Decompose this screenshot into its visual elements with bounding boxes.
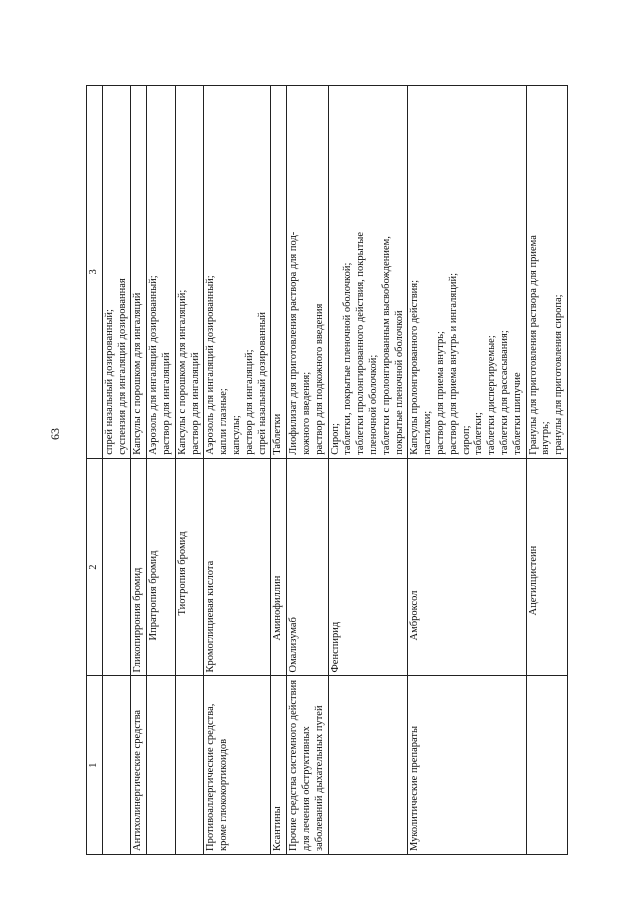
page-number: 63 <box>48 428 62 440</box>
dosage-form-line: Капсулы с порошком для ингаляций <box>132 292 144 455</box>
table-row <box>204 86 271 855</box>
dosage-form-line: раствор для приема внутрь; <box>434 331 446 455</box>
cell-drug-name: Ипратропия бромид <box>147 458 176 676</box>
dosage-form-line: таблетки, покрытые пленочной оболочкой; <box>342 262 354 455</box>
cell-dosage-forms <box>102 86 131 459</box>
cell-group <box>102 676 131 855</box>
cell-group: Ксантины <box>271 676 287 855</box>
dosage-form-line: Сироп; <box>329 423 341 455</box>
cell-group: Противоаллергические средства, кроме глюкокортикоидов <box>204 676 271 855</box>
cell-drug-name: Омализумаб <box>287 458 328 676</box>
dosage-form-line: гранулы для приготовления сиропа; <box>553 294 565 455</box>
dosage-form-line: таблетки для рассасывания; <box>498 330 510 455</box>
table-row <box>287 86 328 855</box>
header-col-1: 1 <box>87 676 103 855</box>
dosage-form-line: раствор для ингаляций <box>189 352 201 455</box>
dosage-form-line: таблетки пролонгированного действия, покрытые <box>355 231 367 455</box>
header-col-3: 3 <box>87 86 103 459</box>
cell-dosage-forms <box>287 86 328 459</box>
dosage-form-line: пастилки; <box>422 410 434 455</box>
table-row <box>147 86 176 855</box>
cell-drug-name: Амброксол <box>408 458 526 676</box>
dosage-form-line: Аэрозоль для ингаляций дозированный; <box>148 275 160 455</box>
cell-drug-name: Тиотропия бромид <box>175 458 204 676</box>
cell-dosage-forms <box>147 86 176 459</box>
cell-drug-name: Кромоглициевая кислота <box>204 458 271 676</box>
table-row <box>526 86 567 855</box>
cell-drug-name: Фенспирид <box>328 458 408 676</box>
cell-drug-name: Гликопиррония бромид <box>131 458 147 676</box>
header-col-2: 2 <box>87 458 103 676</box>
dosage-form-line: раствор для приема внутрь и ингаляций; <box>447 272 459 455</box>
dosage-form-line: покрытые пленочной оболочкой <box>393 310 405 455</box>
dosage-form-line: капсулы; <box>230 415 242 455</box>
cell-dosage-forms <box>131 86 147 459</box>
cell-dosage-forms <box>526 86 567 459</box>
dosage-form-line: Капсулы пролонгированного действия; <box>409 279 421 455</box>
dosage-form-line: раствор для ингаляций; <box>243 349 255 455</box>
cell-drug-name: Ацетилцистеин <box>526 458 567 676</box>
rotated-table-wrapper <box>86 85 565 855</box>
cell-dosage-forms <box>408 86 526 459</box>
cell-drug-name: Аминофиллин <box>271 458 287 676</box>
table-row <box>271 86 287 855</box>
dosage-form-line: внутрь; <box>540 421 552 455</box>
cell-group: Муколитические препараты <box>408 676 526 855</box>
dosage-form-line: раствор для подкожного введения <box>313 303 325 455</box>
table-row <box>328 86 408 855</box>
dosage-form-line: раствор для ингаляций <box>160 352 172 455</box>
dosage-form-line: Гранулы для приготовления раствора для приема <box>527 235 539 455</box>
dosage-form-line: таблетки с пролонгированным высвобождением, <box>380 236 392 455</box>
dosage-form-line: сироп; <box>460 425 472 455</box>
cell-dosage-forms <box>204 86 271 459</box>
cell-group: Антихолинергические средства <box>131 676 147 855</box>
dosage-form-line: Лиофилизат для приготовления раствора для под- <box>288 231 300 455</box>
cell-drug-name <box>102 458 131 676</box>
cell-dosage-forms <box>271 86 287 459</box>
table-row <box>408 86 526 855</box>
dosage-form-line: пленочной оболочкой; <box>367 354 379 455</box>
cell-group <box>526 676 567 855</box>
cell-dosage-forms <box>328 86 408 459</box>
dosage-form-line: таблетки диспергируемые; <box>486 335 498 455</box>
dosage-form-line: Капсулы с порошком для ингаляций; <box>176 289 188 455</box>
dosage-form-line: таблетки шипучие <box>511 372 523 455</box>
dosage-form-line: кожного введения; <box>300 371 312 455</box>
cell-group <box>328 676 408 855</box>
table-row <box>131 86 147 855</box>
table-row <box>102 86 131 855</box>
cell-group: Прочие средства системного действия для лечения обструктивных заболеваний дыхательных путей <box>287 676 328 855</box>
table-row <box>175 86 204 855</box>
table-body <box>102 86 567 855</box>
dosage-form-line: спрей назальный дозированный; <box>103 309 115 455</box>
cell-group <box>147 676 176 855</box>
dosage-form-line: таблетки; <box>473 412 485 455</box>
cell-group <box>175 676 204 855</box>
dosage-form-line: спрей назальный дозированный <box>256 311 268 455</box>
drug-table <box>86 85 568 855</box>
header-row <box>87 86 103 855</box>
dosage-form-line: суспензия для ингаляций дозированная <box>116 278 128 455</box>
dosage-form-line: Аэрозоль для ингаляций дозированный; <box>205 275 217 455</box>
cell-dosage-forms <box>175 86 204 459</box>
dosage-form-line: Таблетки <box>272 413 284 455</box>
dosage-form-line: капли глазные; <box>218 388 230 455</box>
